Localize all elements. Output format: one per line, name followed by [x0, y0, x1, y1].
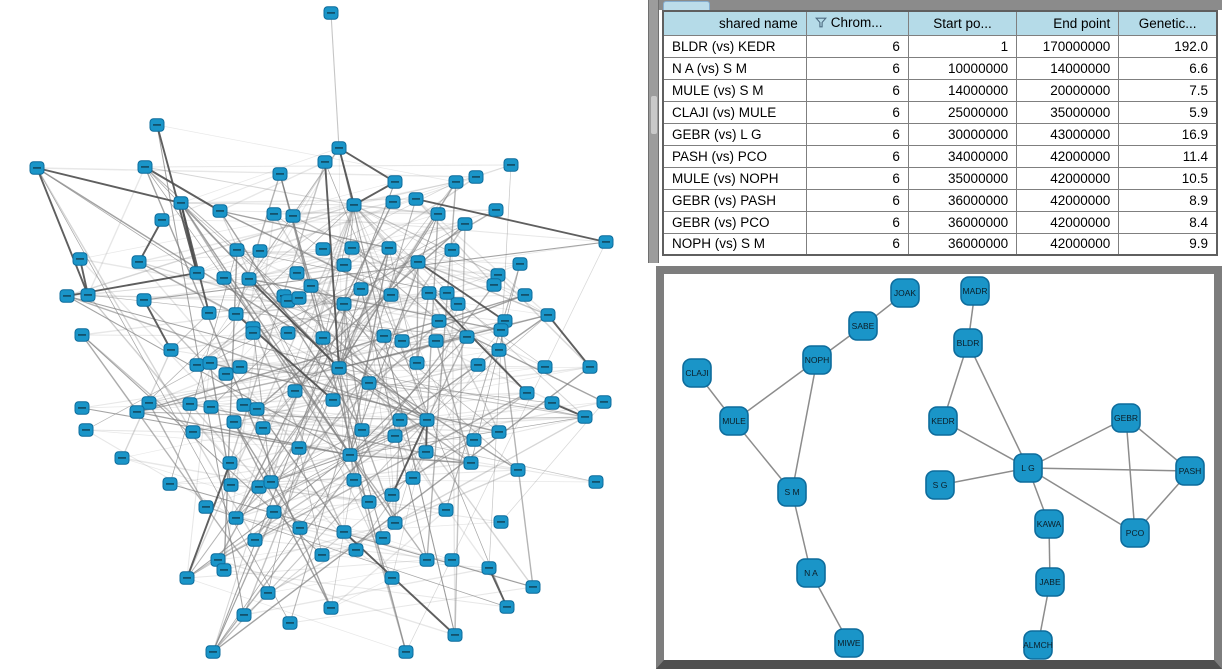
- network-edge: [968, 343, 1028, 468]
- table-cell: 35000000: [1017, 101, 1119, 123]
- graph-node-s-g[interactable]: [926, 471, 954, 499]
- table-cell: 7.5: [1119, 79, 1217, 101]
- network-node-label: [193, 272, 201, 274]
- network-node-label: [286, 622, 294, 624]
- node-layer: [30, 7, 613, 659]
- network-edge-strong: [548, 315, 590, 367]
- network-node-label: [380, 335, 388, 337]
- network-node-label: [145, 402, 153, 404]
- network-node-label: [388, 577, 396, 579]
- table-cell: PASH (vs) PCO: [663, 145, 806, 167]
- graph-node-mule[interactable]: [720, 407, 748, 435]
- network-edge: [354, 480, 596, 482]
- table-cell: 35000000: [908, 167, 1016, 189]
- network-node-label: [267, 481, 275, 483]
- graph-node-pash[interactable]: [1176, 457, 1204, 485]
- table-cell: 6: [806, 145, 908, 167]
- network-node-label: [259, 427, 267, 429]
- network-node-label: [319, 337, 327, 339]
- graph-node-noph[interactable]: [803, 346, 831, 374]
- table-cell: 6: [806, 101, 908, 123]
- network-node-label: [209, 651, 217, 653]
- network-node-label: [398, 340, 406, 342]
- table-cell: 6: [806, 189, 908, 211]
- node-label: MADR: [962, 286, 988, 296]
- edge-layer: [697, 291, 1190, 645]
- network-node-label: [432, 340, 440, 342]
- network-node-label: [335, 367, 343, 369]
- network-node-label: [357, 288, 365, 290]
- table-row[interactable]: [663, 145, 1217, 167]
- table-cell: 20000000: [1017, 79, 1119, 101]
- network-node-label: [529, 586, 537, 588]
- network-node-label: [503, 606, 511, 608]
- network-node-label: [413, 362, 421, 364]
- network-node-label: [340, 264, 348, 266]
- network-node-label: [183, 577, 191, 579]
- network-node-label: [592, 481, 600, 483]
- network-node-label: [233, 249, 241, 251]
- network-node-label: [78, 334, 86, 336]
- table-row[interactable]: [663, 167, 1217, 189]
- table-cell: 34000000: [908, 145, 1016, 167]
- network-node-label: [78, 407, 86, 409]
- network-node-label: [387, 294, 395, 296]
- network-node-label: [240, 614, 248, 616]
- node-label: S M: [784, 487, 800, 497]
- network-node-label: [236, 366, 244, 368]
- network-node-label: [230, 421, 238, 423]
- network-node-label: [327, 12, 335, 14]
- network-node-label: [467, 462, 475, 464]
- column-header-chrom-[interactable]: Chrom...: [806, 11, 908, 35]
- network-node-label: [435, 320, 443, 322]
- column-header-end-point[interactable]: End point: [1017, 11, 1119, 35]
- network-node-label: [293, 272, 301, 274]
- graph-node-bldr[interactable]: [954, 329, 982, 357]
- table-cell: 6: [806, 79, 908, 101]
- network-node-label: [414, 261, 422, 263]
- graph-node-n-a[interactable]: [797, 559, 825, 587]
- table-cell: GEBR (vs) PCO: [663, 211, 806, 233]
- node-label: SABE: [851, 321, 875, 331]
- table-cell: 8.4: [1119, 211, 1217, 233]
- network-node-label: [220, 569, 228, 571]
- column-header-shared-name[interactable]: shared name: [663, 11, 806, 35]
- network-node-label: [251, 539, 259, 541]
- network-node-label: [255, 486, 263, 488]
- network-node-label: [227, 484, 235, 486]
- table-cell: 36000000: [908, 211, 1016, 233]
- network-node-label: [544, 314, 552, 316]
- filtered-network-canvas[interactable]: [664, 274, 1214, 660]
- graph-node-sabe[interactable]: [849, 312, 877, 340]
- graph-node-miwe[interactable]: [835, 629, 863, 657]
- network-node-label: [463, 336, 471, 338]
- node-label: JOAK: [893, 288, 917, 298]
- network-edge-strong: [37, 168, 88, 295]
- network-node-label: [385, 247, 393, 249]
- network-node-label: [245, 278, 253, 280]
- network-node-label: [442, 509, 450, 511]
- network-node-label: [423, 559, 431, 561]
- scrollbar-thumb[interactable]: [651, 96, 657, 134]
- network-node-label: [514, 469, 522, 471]
- network-node-label: [448, 559, 456, 561]
- network-edge: [181, 199, 416, 203]
- graph-node-madr[interactable]: [961, 277, 989, 305]
- node-label: NOPH: [804, 355, 830, 365]
- table-cell: BLDR (vs) KEDR: [663, 35, 806, 57]
- table-row[interactable]: [663, 57, 1217, 79]
- table-cell: GEBR (vs) L G: [663, 123, 806, 145]
- node-label: S G: [932, 480, 948, 490]
- network-node-label: [141, 166, 149, 168]
- network-edge: [331, 13, 339, 148]
- network-node-label: [232, 517, 240, 519]
- network-node-label: [216, 210, 224, 212]
- network-node-label: [586, 366, 594, 368]
- node-label: KAWA: [1036, 519, 1062, 529]
- table-cell: 192.0: [1119, 35, 1217, 57]
- network-node-label: [495, 431, 503, 433]
- network-node-label: [249, 332, 257, 334]
- network-node-label: [189, 431, 197, 433]
- network-node-label: [346, 454, 354, 456]
- table-cell: 6: [806, 233, 908, 255]
- node-label: L G: [1021, 463, 1035, 473]
- network-node-label: [443, 292, 451, 294]
- network-node-label: [167, 349, 175, 351]
- network-node-label: [318, 554, 326, 556]
- node-label: BLDR: [956, 338, 980, 348]
- network-node-label: [153, 124, 161, 126]
- filter-funnel-icon: [815, 16, 827, 31]
- table-header: [663, 11, 1217, 35]
- node-label: CLAJI: [685, 368, 709, 378]
- table-cell: 6.6: [1119, 57, 1217, 79]
- network-node-label: [207, 406, 215, 408]
- table-row[interactable]: [663, 189, 1217, 211]
- table-cell: 6: [806, 123, 908, 145]
- network-edge: [37, 168, 476, 177]
- network-node-label: [470, 439, 478, 441]
- network-node-label: [521, 294, 529, 296]
- network-node-label: [507, 164, 515, 166]
- table-cell: 9.9: [1119, 233, 1217, 255]
- network-edge: [1028, 468, 1190, 471]
- graph-node-kedr[interactable]: [929, 407, 957, 435]
- table-cell: 43000000: [1017, 123, 1119, 145]
- network-node-label: [581, 416, 589, 418]
- network-edge: [206, 507, 507, 607]
- network-node-label: [270, 213, 278, 215]
- network-node-label: [474, 364, 482, 366]
- network-node-label: [220, 277, 228, 279]
- table-cell: 14000000: [1017, 57, 1119, 79]
- network-node-label: [335, 147, 343, 149]
- graph-node-joak[interactable]: [891, 279, 919, 307]
- network-node-label: [490, 284, 498, 286]
- table-cell: 6: [806, 167, 908, 189]
- table-cell: 42000000: [1017, 211, 1119, 233]
- table-body: [663, 35, 1217, 255]
- network-node-label: [193, 364, 201, 366]
- network-node-label: [135, 261, 143, 263]
- network-node-label: [448, 249, 456, 251]
- graph-node-almch[interactable]: [1023, 631, 1053, 659]
- network-node-label: [340, 531, 348, 533]
- network-node-label: [472, 176, 480, 178]
- network-node-label: [494, 274, 502, 276]
- network-node-label: [454, 303, 462, 305]
- table-cell: 170000000: [1017, 35, 1119, 57]
- network-node-label: [284, 332, 292, 334]
- network-node-label: [284, 300, 292, 302]
- table-cell: 25000000: [908, 101, 1016, 123]
- network-node-label: [206, 362, 214, 364]
- table-cell: 10000000: [908, 57, 1016, 79]
- network-node-label: [501, 320, 509, 322]
- node-layer: [683, 277, 1204, 659]
- network-node-label: [82, 429, 90, 431]
- node-label: MIWE: [837, 638, 861, 648]
- network-node-label: [352, 549, 360, 551]
- network-node-label: [76, 258, 84, 260]
- network-node-label: [425, 292, 433, 294]
- table-row[interactable]: [663, 211, 1217, 233]
- network-node-label: [541, 366, 549, 368]
- network-node-label: [319, 248, 327, 250]
- network-node-label: [329, 399, 337, 401]
- graph-node-l-g[interactable]: [1014, 454, 1042, 482]
- network-node-label: [202, 506, 210, 508]
- network-node-label: [497, 521, 505, 523]
- node-label: MULE: [722, 416, 746, 426]
- network-node-label: [340, 303, 348, 305]
- node-label: KEDR: [931, 416, 955, 426]
- network-node-label: [253, 408, 261, 410]
- network-node-label: [412, 198, 420, 200]
- network-node-label: [350, 479, 358, 481]
- network-edge-strong: [37, 168, 181, 203]
- network-node-label: [451, 634, 459, 636]
- network-edge-strong: [416, 199, 606, 242]
- network-node-label: [523, 392, 531, 394]
- network-node-label: [158, 219, 166, 221]
- filtered-network-panel: [656, 266, 1222, 669]
- network-node-label: [396, 419, 404, 421]
- network-node-label: [240, 404, 248, 406]
- network-node-label: [140, 299, 148, 301]
- table-row[interactable]: [663, 233, 1217, 255]
- table-cell: MULE (vs) S M: [663, 79, 806, 101]
- network-node-label: [602, 241, 610, 243]
- network-node-label: [497, 329, 505, 331]
- table-cell: 42000000: [1017, 145, 1119, 167]
- network-node-label: [186, 403, 194, 405]
- table-panel-tab[interactable]: [663, 1, 710, 10]
- network-node-label: [33, 167, 41, 169]
- network-node-label: [548, 402, 556, 404]
- node-label: GEBR: [1113, 413, 1139, 423]
- edge-attribute-table: [662, 10, 1218, 256]
- network-node-label: [256, 250, 264, 252]
- network-node-label: [379, 537, 387, 539]
- network-node-label: [422, 451, 430, 453]
- network-node-label: [600, 401, 608, 403]
- network-node-label: [348, 247, 356, 249]
- graph-node-claji[interactable]: [683, 359, 711, 387]
- network-node-label: [327, 607, 335, 609]
- table-cell: 30000000: [908, 123, 1016, 145]
- table-cell: 6: [806, 57, 908, 79]
- table-cell: NOPH (vs) S M: [663, 233, 806, 255]
- network-node-label: [270, 511, 278, 513]
- network-node-label: [391, 522, 399, 524]
- table-cell: 1: [908, 35, 1016, 57]
- network-edge: [1126, 418, 1135, 533]
- node-label: N A: [804, 568, 818, 578]
- attribute-table-panel: [662, 10, 1218, 259]
- table-row[interactable]: [663, 101, 1217, 123]
- network-node-label: [358, 429, 366, 431]
- network-edge: [1028, 418, 1126, 468]
- network-node-label: [388, 494, 396, 496]
- network-node-label: [492, 209, 500, 211]
- graph-node-s-m[interactable]: [778, 478, 806, 506]
- network-node-label: [307, 285, 315, 287]
- network-node-label: [365, 382, 373, 384]
- network-node-label: [118, 457, 126, 459]
- table-cell: 11.4: [1119, 145, 1217, 167]
- table-cell: 6: [806, 211, 908, 233]
- column-header-start-po-[interactable]: Start po...: [908, 11, 1016, 35]
- column-header-genetic-[interactable]: Genetic...: [1119, 11, 1217, 35]
- network-edge: [181, 203, 350, 455]
- table-row[interactable]: [663, 79, 1217, 101]
- vertical-scrollbar[interactable]: [648, 0, 659, 263]
- network-node-label: [232, 313, 240, 315]
- table-cell: 42000000: [1017, 167, 1119, 189]
- table-cell: 5.9: [1119, 101, 1217, 123]
- network-node-label: [264, 592, 272, 594]
- graph-node-gebr[interactable]: [1112, 404, 1140, 432]
- network-node-label: [291, 390, 299, 392]
- graph-node-kawa[interactable]: [1035, 510, 1063, 538]
- table-cell: 36000000: [908, 233, 1016, 255]
- table-cell: GEBR (vs) PASH: [663, 189, 806, 211]
- network-node-label: [485, 567, 493, 569]
- node-label: ALMCH: [1023, 640, 1053, 650]
- network-node-label: [391, 435, 399, 437]
- table-cell: 42000000: [1017, 189, 1119, 211]
- graph-node-pco[interactable]: [1121, 519, 1149, 547]
- network-node-label: [295, 297, 303, 299]
- network-node-label: [516, 263, 524, 265]
- network-node-label: [409, 477, 417, 479]
- network-node-label: [423, 419, 431, 421]
- network-node-label: [434, 213, 442, 215]
- network-node-label: [133, 411, 141, 413]
- network-node-label: [461, 223, 469, 225]
- network-node-label: [84, 294, 92, 296]
- network-node-label: [63, 295, 71, 297]
- table-row[interactable]: [663, 123, 1217, 145]
- network-node-label: [350, 204, 358, 206]
- network-node-label: [321, 161, 329, 163]
- network-node-label: [226, 462, 234, 464]
- network-node-label: [276, 173, 284, 175]
- network-node-label: [214, 559, 222, 561]
- table-cell: N A (vs) S M: [663, 57, 806, 79]
- network-node-label: [166, 483, 174, 485]
- table-cell: 14000000: [908, 79, 1016, 101]
- node-label: JABE: [1039, 577, 1061, 587]
- table-cell: 6: [806, 35, 908, 57]
- network-node-label: [391, 181, 399, 183]
- network-node-label: [296, 527, 304, 529]
- panel-top-strip: [659, 0, 1222, 10]
- network-node-label: [389, 201, 397, 203]
- table-cell: 42000000: [1017, 233, 1119, 255]
- table-cell: 8.9: [1119, 189, 1217, 211]
- network-node-label: [289, 215, 297, 217]
- network-node-label: [365, 501, 373, 503]
- table-cell: CLAJI (vs) MULE: [663, 101, 806, 123]
- node-label: PCO: [1125, 528, 1145, 538]
- network-edge: [792, 360, 817, 492]
- network-node-label: [295, 447, 303, 449]
- network-node-label: [205, 312, 213, 314]
- network-edge: [37, 168, 290, 623]
- table-cell: 10.5: [1119, 167, 1217, 189]
- network-node-label: [222, 373, 230, 375]
- network-node-label: [402, 651, 410, 653]
- network-node-label: [452, 181, 460, 183]
- table-cell: MULE (vs) NOPH: [663, 167, 806, 189]
- graph-node-jabe[interactable]: [1036, 568, 1064, 596]
- table-cell: 36000000: [908, 189, 1016, 211]
- network-node-label: [495, 349, 503, 351]
- network-node-label: [177, 202, 185, 204]
- node-label: PASH: [1178, 466, 1202, 476]
- table-row[interactable]: [663, 35, 1217, 57]
- table-cell: 16.9: [1119, 123, 1217, 145]
